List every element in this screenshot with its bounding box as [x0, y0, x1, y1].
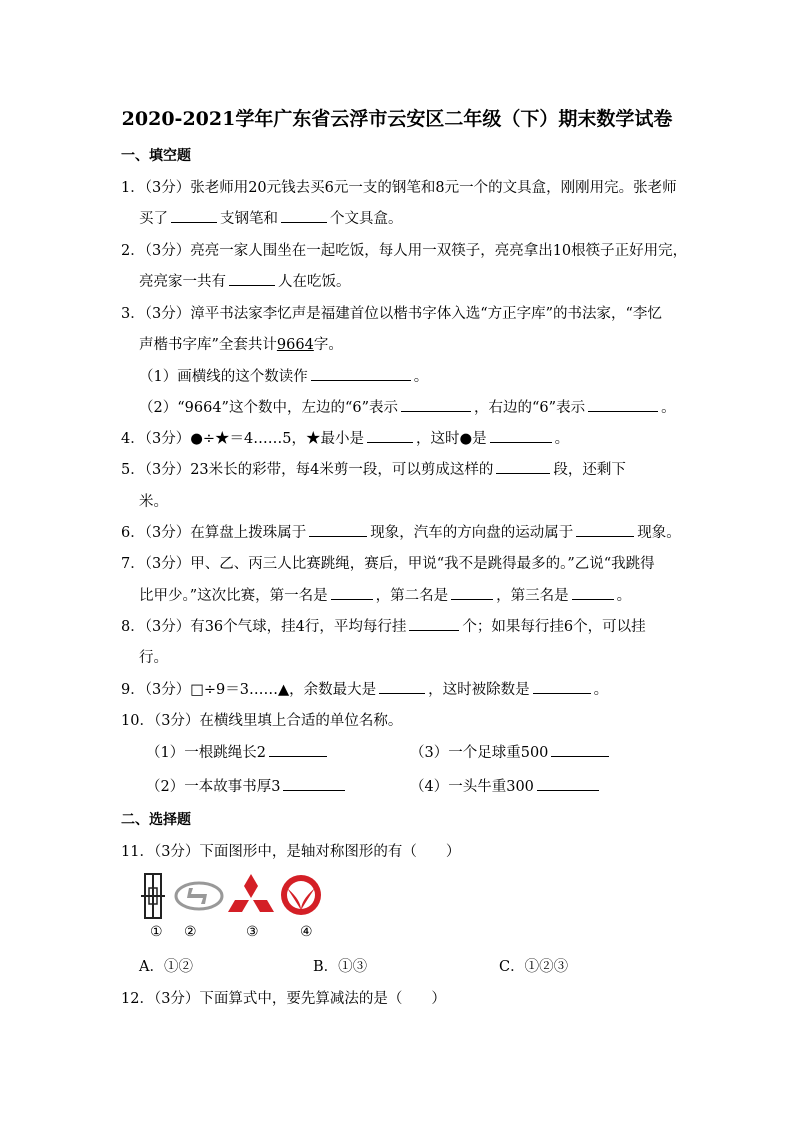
q8-line1: 8．（3分）有36个气球，挂4行，平均每行挂 个；如果每行挂6个，可以挂 — [121, 615, 646, 636]
figure-caption-3: ③ — [246, 924, 259, 940]
dongfeng-logo-icon — [281, 875, 321, 915]
q6-line1: 6．（3分）在算盘上拨珠属于 现象，汽车的方向盘的运动属于 现象。 — [121, 521, 681, 542]
answer-blank[interactable] — [551, 742, 609, 757]
q2-line2: 亮亮家一共有 人在吃饭。 — [139, 270, 351, 291]
q10-item2: （2）一本故事书厚3 — [146, 775, 348, 796]
mitsubishi-logo-icon — [228, 874, 274, 912]
answer-blank[interactable] — [379, 679, 425, 694]
answer-blank[interactable] — [367, 428, 413, 443]
q11-option-b[interactable]: B．①③ — [313, 959, 368, 975]
q4-line1: 4．（3分）●÷★＝4……5，★最小是 ，这时●是 。 — [121, 427, 569, 448]
q10-line1: 10．（3分）在横线里填上合适的单位名称。 — [121, 713, 403, 729]
q2-line1: 2．（3分）亮亮一家人围坐在一起吃饭，每人用一双筷子，亮亮拿出10根筷子正好用完， — [121, 243, 688, 259]
answer-blank[interactable] — [588, 397, 658, 412]
answer-blank[interactable] — [171, 208, 217, 223]
q3-sub2: （2）“9664”这个数中，左边的“6”表示 ，右边的“6”表示 。 — [139, 396, 676, 417]
answer-blank[interactable] — [309, 522, 367, 537]
hyundai-logo-icon — [176, 883, 222, 909]
answer-blank[interactable] — [496, 459, 550, 474]
q5-line1: 5．（3分）23米长的彩带，每4米剪一段，可以剪成这样的 段，还剩下 — [121, 458, 626, 479]
answer-blank[interactable] — [533, 679, 591, 694]
figure-caption-4: ④ — [300, 924, 313, 940]
answer-blank[interactable] — [281, 208, 327, 223]
section-choice-title: 二、选择题 — [121, 812, 191, 828]
q11-figures — [139, 872, 339, 922]
q3-line1: 3．（3分）漳平书法家李忆声是福建首位以楷书字体入选“方正字库”的书法家，“李忆 — [121, 306, 662, 322]
answer-blank[interactable] — [451, 585, 493, 600]
q10-item3: （3）一个足球重500 — [410, 741, 612, 762]
figure-caption-1: ① — [150, 924, 163, 940]
q7-line2: 比甲少。”这次比赛，第一名是 ，第二名是 ，第三名是 。 — [139, 584, 631, 605]
answer-blank[interactable] — [311, 366, 411, 381]
q11-option-a[interactable]: A．①② — [139, 959, 193, 975]
q9-line1: 9．（3分）□÷9＝3……▲，余数最大是 ，这时被除数是 。 — [121, 678, 608, 699]
q10-item4: （4）一头牛重300 — [410, 775, 602, 796]
answer-blank[interactable] — [331, 585, 373, 600]
answer-blank[interactable] — [576, 522, 634, 537]
q10-item1: （1）一根跳绳长2 — [146, 741, 330, 762]
answer-blank[interactable] — [229, 271, 275, 286]
answer-blank[interactable] — [283, 776, 345, 791]
q11-line1: 11．（3分）下面图形中，是轴对称图形的有（ ） — [121, 844, 461, 860]
answer-blank[interactable] — [490, 428, 552, 443]
q11-option-c[interactable]: C．①②③ — [499, 959, 569, 975]
answer-blank[interactable] — [409, 616, 459, 631]
q3-line2: 声楷书字库”全套共计9664字。 — [139, 337, 343, 353]
section-fill-in-title: 一、填空题 — [121, 148, 191, 164]
lincoln-logo-icon — [141, 874, 165, 918]
answer-blank[interactable] — [269, 742, 327, 757]
q3-sub1: （1）画横线的这个数读作 。 — [139, 365, 428, 386]
answer-blank[interactable] — [572, 585, 614, 600]
figure-caption-2: ② — [184, 924, 197, 940]
q12-line1: 12．（3分）下面算式中，要先算减法的是（ ） — [121, 991, 446, 1007]
q5-line2: 米。 — [139, 494, 168, 510]
q8-line2: 行。 — [139, 650, 168, 666]
q1-line1: 1．（3分）张老师用20元钱去买6元一支的钢笔和8元一个的文具盒，刚刚用完。张老师 — [121, 180, 677, 196]
q7-line1: 7．（3分）甲、乙、丙三人比赛跳绳，赛后，甲说“我不是跳得最多的。”乙说“我跳得 — [121, 556, 655, 572]
answer-blank[interactable] — [401, 397, 471, 412]
q1-line2: 买了 支钢笔和 个文具盒。 — [139, 207, 403, 228]
answer-blank[interactable] — [537, 776, 599, 791]
page-title: 2020-2021学年广东省云浮市云安区二年级（下）期末数学试卷 — [121, 108, 673, 130]
